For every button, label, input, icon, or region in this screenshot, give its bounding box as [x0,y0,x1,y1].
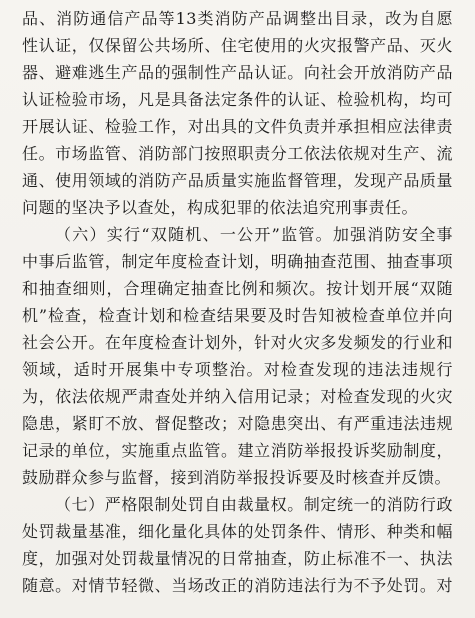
text-line: 品、消防通信产品等13类消防产品调整出目录，改为自愿 [22,9,453,28]
text-line: 领域，适时开展集中专项整治。对检查发现的违法违规行 [22,360,453,379]
text-line: 和抽查细则，合理确定抽查比例和频次。按计划开展“双随 [22,279,453,298]
text-line: 处罚裁量基准，细化量化具体的处罚条件、情形、种类和幅 [22,522,453,541]
section-heading-six: （六）实行“双随机、一公开”监管。加强消防安全事 [55,225,453,244]
text-line: 隐患，紧盯不放、督促整改；对隐患突出、有严重违法违规 [22,414,453,433]
text-line: 器、避难逃生产品的强制性产品认证。向社会开放消防产品 [22,63,453,82]
text-line: 开展认证、检验工作，对出具的文件负责并承担相应法律责 [22,117,453,136]
text-line: 度，加强对处罚裁量情况的日常抽查，防止标准不一、执法 [22,549,453,568]
text-line: 机”检查，检查计划和检查结果要及时告知被检查单位并向 [22,306,453,325]
text-line: 中事后监管，制定年度检查计划，明确抽查范围、抽查事项 [22,252,453,271]
text-line: 任。市场监管、消防部门按照职责分工依法依规对生产、流 [22,144,453,163]
text-line: 为，依法依规严肃查处并纳入信用记录；对检查发现的火灾 [22,387,453,406]
text-line: 性认证，仅保留公共场所、住宅使用的火灾报警产品、灭火 [22,36,453,55]
text-line: 通、使用领域的消防产品质量实施监督管理，发现产品质量 [22,171,453,190]
text-line: 记录的单位，实施重点监管。建立消防举报投诉奖励制度， [22,441,453,460]
text-line: 社会公开。在年度检查计划外，针对火灾多发频发的行业和 [22,333,453,352]
text-line: 鼓励群众参与监督，接到消防举报投诉要及时核查并反馈。 [22,468,452,487]
text-line: 认证检验市场，凡是具备法定条件的认证、检验机构，均可 [22,90,453,109]
section-heading-seven: （七）严格限制处罚自由裁量权。制定统一的消防行政 [55,495,453,514]
text-line: 问题的坚决予以查处，构成犯罪的依法追究刑事责任。 [22,198,419,217]
text-line: 随意。对情节轻微、当场改正的消防违法行为不予处罚。对 [22,576,453,595]
